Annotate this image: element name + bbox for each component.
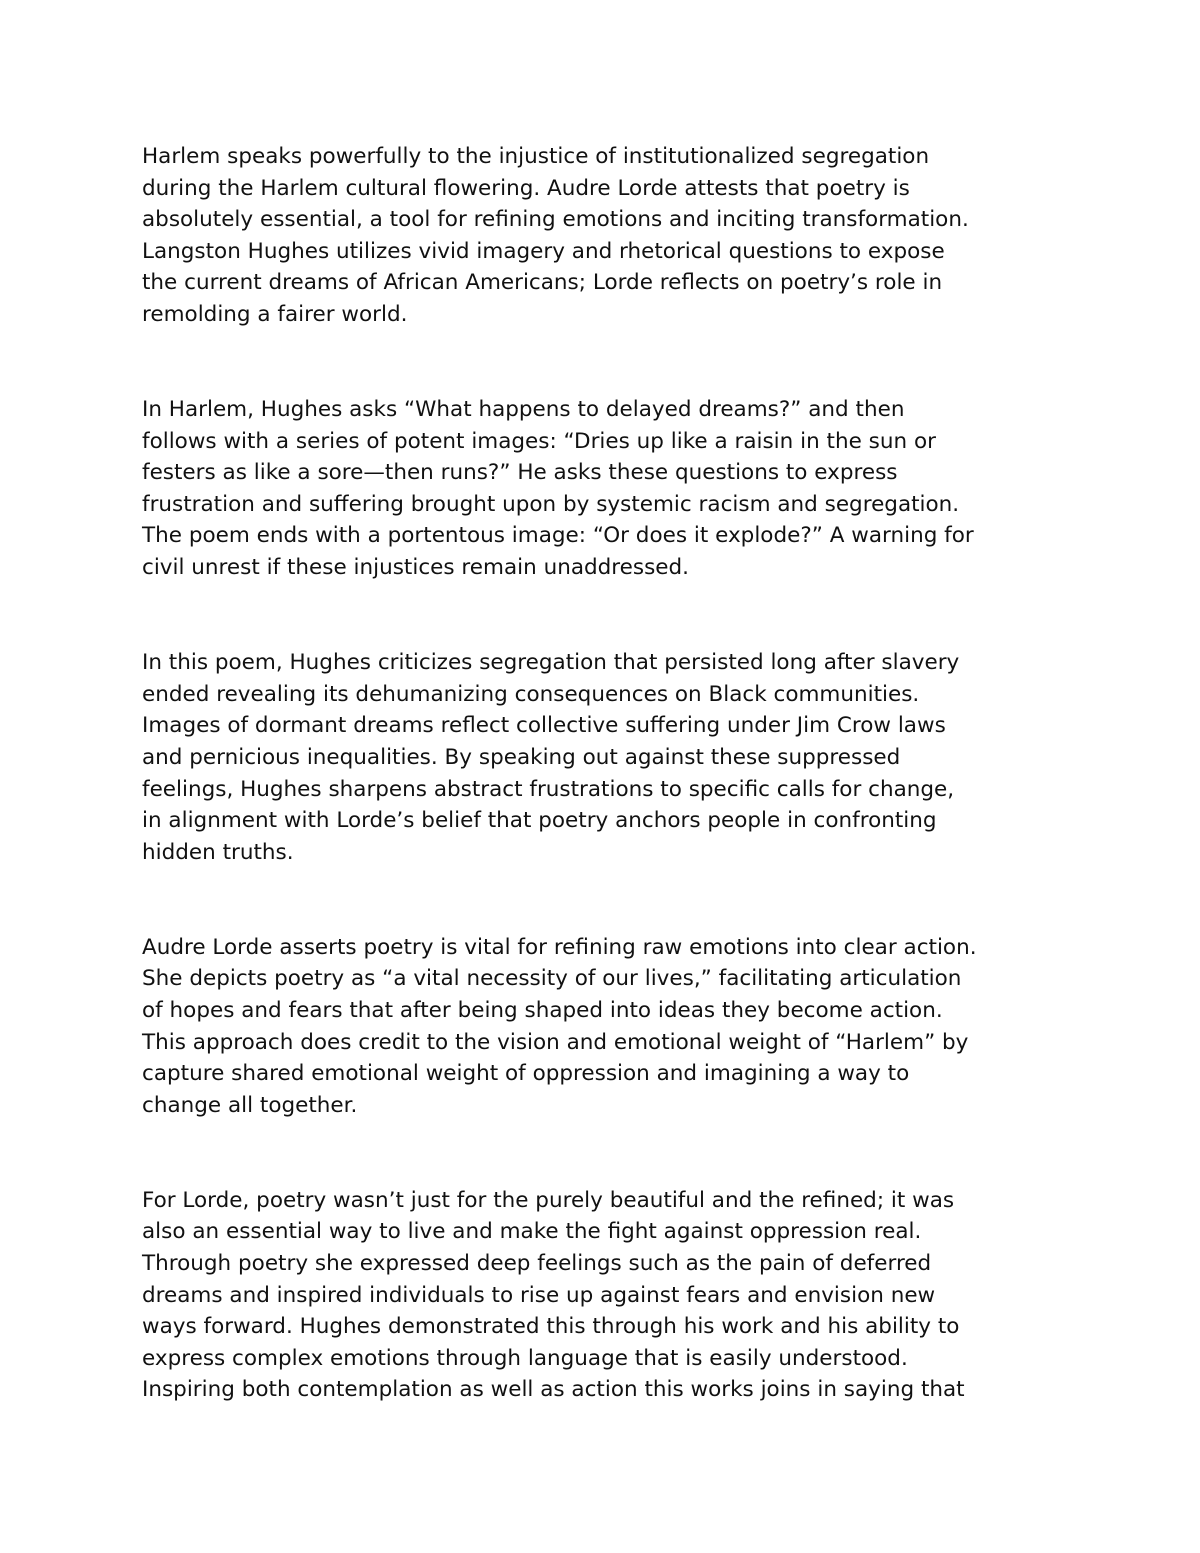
text-line: feelings, Hughes sharpens abstract frustrations to specific calls for change, bbox=[142, 776, 955, 802]
text-line: ways forward. Hughes demonstrated this through his work and his ability to bbox=[142, 1314, 960, 1340]
text-line: change all together. bbox=[142, 1092, 358, 1118]
text-line: Langston Hughes utilizes vivid imagery and rhetorical questions to expose bbox=[142, 238, 945, 264]
text-line: of hopes and fears that after being shaped into ideas they become action. bbox=[142, 997, 943, 1023]
text-line: For Lorde, poetry wasn’t just for the purely beautiful and the refined; it was bbox=[142, 1187, 955, 1213]
text-line: follows with a series of potent images: “Dries up like a raisin in the sun or bbox=[142, 428, 936, 454]
text-line: and pernicious inequalities. By speaking out against these suppressed bbox=[142, 744, 901, 770]
text-line: dreams and inspired individuals to rise up against fears and envision new bbox=[142, 1282, 936, 1308]
text-line: absolutely essential, a tool for refining emotions and inciting transformation. bbox=[142, 207, 969, 233]
text-line: Inspiring both contemplation as well as action this works joins in saying that bbox=[142, 1377, 965, 1403]
document-body bbox=[142, 141, 1072, 1406]
text-line: hidden truths. bbox=[142, 839, 294, 865]
text-line: the current dreams of African Americans; Lorde reflects on poetry’s role in bbox=[142, 270, 943, 296]
text-line: This approach does credit to the vision and emotional weight of “Harlem” by bbox=[142, 1029, 969, 1055]
paragraph-5 bbox=[142, 1185, 1072, 1406]
text-line: In this poem, Hughes criticizes segregation that persisted long after slavery bbox=[142, 650, 960, 676]
text-line: express complex emotions through language that is easily understood. bbox=[142, 1345, 908, 1371]
text-line: remolding a fairer world. bbox=[142, 301, 408, 327]
text-line: frustration and suffering brought upon by systemic racism and segregation. bbox=[142, 491, 960, 517]
text-line: capture shared emotional weight of oppression and imagining a way to bbox=[142, 1061, 910, 1087]
text-line: Harlem speaks powerfully to the injustice of institutionalized segregation bbox=[142, 144, 930, 169]
paragraph-2 bbox=[142, 394, 1072, 584]
paragraph-4 bbox=[142, 932, 1072, 1122]
text-line: civil unrest if these injustices remain unaddressed. bbox=[142, 555, 690, 581]
text-line: She depicts poetry as “a vital necessity of our lives,” facilitating articulation bbox=[142, 966, 962, 992]
paragraph-1 bbox=[142, 141, 1072, 331]
text-line: festers as like a sore—then runs?” He asks these questions to express bbox=[142, 460, 898, 486]
paragraph-3 bbox=[142, 647, 1072, 868]
text-line: in alignment with Lorde’s belief that poetry anchors people in confronting bbox=[142, 808, 937, 834]
text-line: The poem ends with a portentous image: “Or does it explode?” A warning for bbox=[142, 523, 974, 549]
text-line: Through poetry she expressed deep feelings such as the pain of deferred bbox=[142, 1251, 932, 1277]
text-line: Images of dormant dreams reflect collective suffering under Jim Crow laws bbox=[142, 713, 946, 739]
text-line: during the Harlem cultural flowering. Audre Lorde attests that poetry is bbox=[142, 175, 910, 201]
text-line: ended revealing its dehumanizing consequences on Black communities. bbox=[142, 681, 920, 707]
text-line: In Harlem, Hughes asks “What happens to delayed dreams?” and then bbox=[142, 397, 905, 423]
text-line: also an essential way to live and make the fight against oppression real. bbox=[142, 1219, 922, 1245]
text-line: Audre Lorde asserts poetry is vital for refining raw emotions into clear action. bbox=[142, 934, 977, 960]
